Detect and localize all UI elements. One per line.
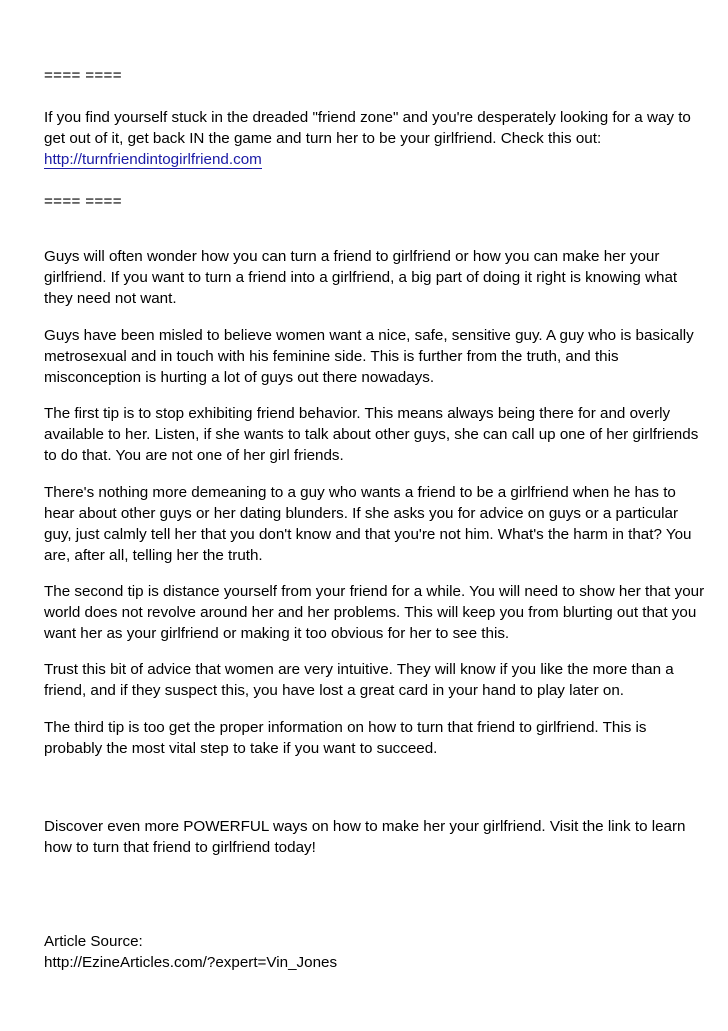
paragraph-2-line-2: metrosexual and in touch with his feminine side. This is further from the truth, and this — [44, 348, 619, 365]
paragraph-1-line-2: girlfriend. If you want to turn a friend into a girlfriend, a big part of doing it right is knowing what — [44, 269, 678, 286]
article-source-url: http://EzineArticles.com/?expert=Vin_Jones — [44, 954, 338, 971]
paragraph-5-line-2: world does not revolve around her and her problems. This will keep you from blurting out that you — [44, 604, 697, 621]
closing-line-1: Discover even more POWERFUL ways on how to make her your girlfriend. Visit the link to learn — [44, 818, 686, 835]
paragraph-4-line-3: guy, just calmly tell her that you don't know and that you're not him. What's the harm in that? You — [44, 526, 692, 543]
separator-bottom: ==== ==== — [44, 193, 122, 210]
article-source-label: Article Source: — [44, 933, 143, 950]
paragraph-3-line-2: available to her. Listen, if she wants to talk about other guys, she can call up one of her girlfriends — [44, 426, 699, 443]
separator-top: ==== ==== — [44, 67, 122, 84]
paragraph-6-line-1: Trust this bit of advice that women are very intuitive. They will know if you like the more than a — [44, 661, 674, 678]
paragraph-4-line-4: are, after all, telling her the truth. — [44, 547, 263, 564]
paragraph-2-line-1: Guys have been misled to believe women want a nice, safe, sensitive guy. A guy who is basically — [44, 327, 694, 344]
closing-line-2: how to turn that friend to girlfriend today! — [44, 839, 316, 856]
paragraph-6-line-2: friend, and if they suspect this, you have lost a great card in your hand to play later on. — [44, 682, 624, 699]
promo-link[interactable]: http://turnfriendintogirlfriend.com — [44, 151, 262, 168]
paragraph-1-line-3: they need not want. — [44, 290, 177, 307]
paragraph-4-line-2: hear about other guys or her dating blunders. If she asks you for advice on guys or a particular — [44, 505, 679, 522]
paragraph-1-line-1: Guys will often wonder how you can turn a friend to girlfriend or how you can make her your — [44, 248, 660, 265]
paragraph-3-line-3: to do that. You are not one of her girl friends. — [44, 447, 344, 464]
paragraph-5-line-1: The second tip is distance yourself from your friend for a while. You will need to show her that your — [44, 583, 705, 600]
promo-line-2: get out of it, get back IN the game and turn her to be your girlfriend. Check this out: — [44, 130, 602, 147]
paragraph-4-line-1: There's nothing more demeaning to a guy who wants a friend to be a girlfriend when he has to — [44, 484, 676, 501]
paragraph-3-line-1: The first tip is to stop exhibiting friend behavior. This means always being there for and overly — [44, 405, 671, 422]
paragraph-7-line-2: probably the most vital step to take if you want to succeed. — [44, 740, 438, 757]
paragraph-2-line-3: misconception is hurting a lot of guys out there nowadays. — [44, 369, 435, 386]
promo-line-1: If you find yourself stuck in the dreaded "friend zone" and you're desperately looking for a way to — [44, 109, 691, 126]
paragraph-7-line-1: The third tip is too get the proper information on how to turn that friend to girlfriend. This is — [44, 719, 647, 736]
paragraph-5-line-3: want her as your girlfriend or making it too obvious for her to see this. — [44, 625, 510, 642]
